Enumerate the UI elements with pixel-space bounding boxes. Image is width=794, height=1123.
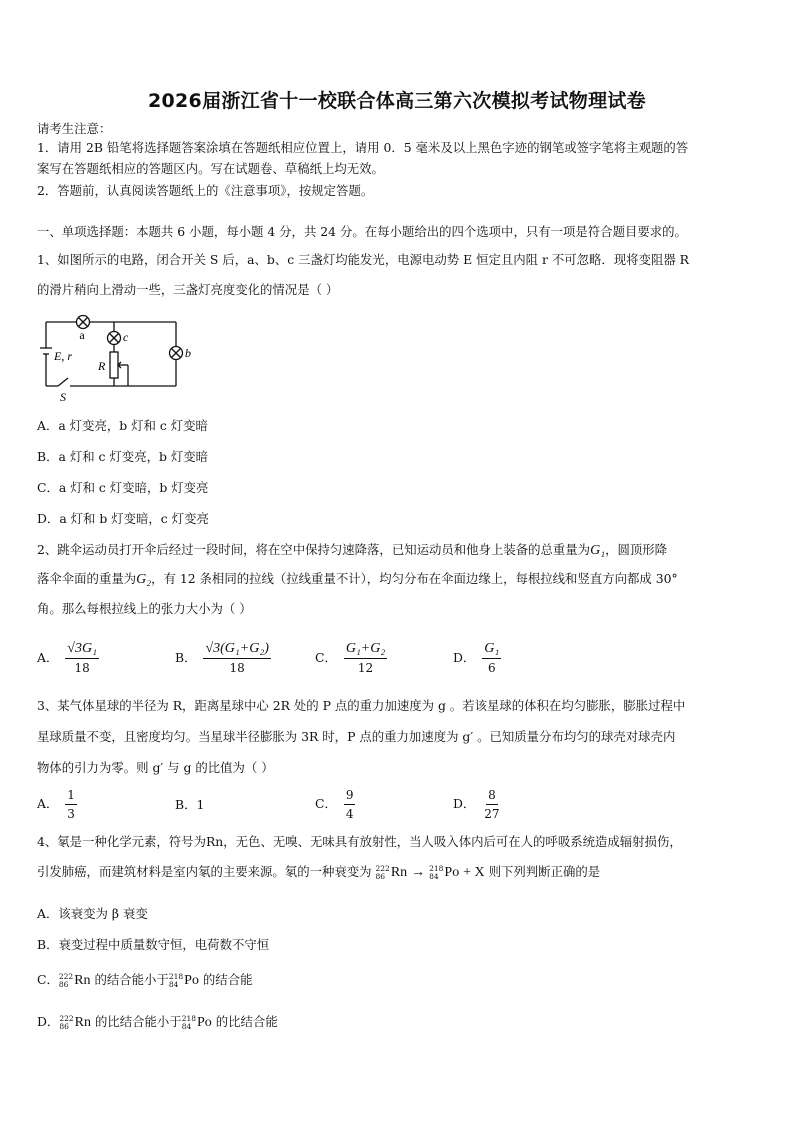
q2-option-d — [453, 640, 504, 677]
option-label: D． — [37, 1014, 60, 1029]
option-text: 的结合能 — [202, 972, 253, 987]
arrow-icon: → — [411, 865, 426, 880]
q4-option-b: B．衰变过程中质量数守恒，电荷数不守恒 — [37, 937, 270, 952]
po-isotope-numbers — [182, 1015, 196, 1031]
q3-option-b: B．1 — [175, 797, 205, 812]
mass-number: 222 — [59, 1013, 74, 1023]
label-r: R — [98, 359, 106, 373]
fraction-numerator: 9 — [344, 786, 356, 805]
notice-heading: 请考生注意： — [37, 121, 112, 136]
q4-text-2a: 引发肺癌，而建筑材料是室内氡的主要来源。氡的一种衰变为 — [37, 864, 372, 879]
label-c: c — [123, 330, 129, 344]
q3-option-c — [315, 786, 358, 823]
option-label: C． — [37, 972, 59, 987]
q2-option-a — [37, 640, 102, 677]
q1-stem-line-2: 的滑片稍向上滑动一些，三盏灯亮度变化的情况是（ ） — [37, 282, 339, 297]
mass-number: 222 — [58, 971, 74, 981]
fraction-numerator: √3(G₁+G₂) — [203, 640, 270, 659]
q2-stem-line-2 — [37, 571, 678, 588]
label-er: E, r — [54, 349, 72, 363]
fraction-numerator: G₁+G₂ — [344, 640, 387, 659]
fraction-denominator: 12 — [357, 661, 374, 675]
q4-option-c — [37, 972, 252, 989]
mass-number: 218 — [429, 863, 444, 873]
option-label: C． — [315, 650, 337, 665]
option-label: A． — [37, 796, 59, 811]
fraction-numerator: 8 — [486, 786, 498, 805]
fraction-denominator: 4 — [345, 807, 354, 821]
q1-option-d: D．a 灯和 b 灯变暗，c 灯变亮 — [37, 511, 209, 526]
circuit-diagram — [36, 312, 196, 404]
mass-number: 218 — [168, 971, 184, 981]
fraction-denominator: 18 — [74, 661, 90, 675]
option-text: 的比结合能 — [215, 1014, 278, 1029]
atomic-number: 84 — [429, 871, 439, 881]
section-heading: 一、单项选择题：本题共 6 小题，每小题 4 分，共 24 分。在每小题给出的四个选项中，只有一项是符合题目要求的。 — [37, 224, 687, 239]
q3-stem-line-1: 3、某气体星球的半径为 R，距离星球中心 2R 处的 P 点的重力加速度为 g 。若该星球的体积在均匀膨胀，膨胀过程中 — [37, 698, 686, 713]
fraction-denominator: 18 — [229, 661, 245, 675]
option-label: A． — [37, 650, 59, 665]
po-isotope-numbers — [169, 973, 183, 989]
po-symbol: Po — [444, 865, 460, 880]
fraction-numerator: √3G₁ — [65, 640, 99, 659]
atomic-number: 86 — [58, 979, 69, 989]
option-label: B． — [175, 650, 197, 665]
q3-stem-line-3: 物体的引力为零。则 g′ 与 g 的比值为（ ） — [37, 760, 274, 775]
q2-text-2b: ，有 12 条相同的拉线（拉线重量不计），均匀分布在伞面边缘上，每根拉线和竖直方向都成 30° — [151, 571, 678, 586]
notice-item-2: 2．答题前，认真阅读答题纸上的《注意事项》，按规定答题。 — [37, 183, 374, 198]
q3-stem-line-2: 星球质量不变，且密度均匀。当星球半径膨胀为 3R 时，P 点的重力加速度为 g′ 。已知质量分布均匀的球壳对球壳内 — [37, 729, 676, 744]
option-text: 的结合能小于 — [94, 972, 169, 987]
po-symbol: Po — [184, 973, 199, 988]
atomic-number: 84 — [181, 1021, 192, 1031]
po-isotope-numbers — [429, 865, 443, 881]
q1-option-a: A．a 灯变亮，b 灯和 c 灯变暗 — [37, 418, 208, 433]
q4-stem-line-2 — [37, 864, 600, 881]
q4-text-2b: 则下列判断正确的是 — [488, 864, 601, 879]
fraction-denominator: 27 — [484, 807, 500, 821]
atomic-number: 86 — [375, 871, 386, 881]
rn-symbol: Rn — [390, 865, 408, 880]
q2-option-b — [175, 640, 274, 677]
q2-stem-line-1 — [37, 542, 667, 559]
option-label: D． — [453, 796, 476, 811]
q1-option-c: C．a 灯和 c 灯变暗，b 灯变亮 — [37, 480, 209, 495]
fraction-denominator: 3 — [67, 807, 75, 821]
rn-isotope-numbers — [59, 973, 73, 989]
g2-symbol: G₂ — [136, 572, 152, 587]
option-label: D． — [453, 650, 476, 665]
page-title: 2026届浙江省十一校联合体高三第六次模拟考试物理试卷 — [148, 90, 646, 112]
q1-option-b: B．a 灯和 c 灯变亮，b 灯变暗 — [37, 449, 209, 464]
label-s: S — [60, 390, 66, 404]
rn-isotope-numbers — [376, 865, 390, 881]
atomic-number: 84 — [168, 979, 179, 989]
po-symbol: Po — [197, 1015, 212, 1030]
q2-option-c — [315, 640, 390, 677]
q4-option-d — [37, 1014, 278, 1031]
q1-stem-line-1: 1、如图所示的电路，闭合开关 S 后，a、b、c 三盏灯均能发光，电源电动势 E 恒定且内阻 r 不可忽略．现将变阻器 R — [37, 252, 690, 267]
g1-symbol: G₁ — [590, 543, 606, 558]
rn-symbol: Rn — [74, 973, 91, 988]
q2-text-1b: ，圆顶形降 — [605, 542, 668, 557]
q3-option-d — [453, 786, 505, 823]
q3-option-a — [37, 786, 80, 823]
rn-symbol: Rn — [74, 1015, 91, 1030]
q2-text-2a: 落伞伞面的重量为 — [37, 571, 137, 586]
mass-number: 222 — [375, 863, 390, 873]
label-a: a — [79, 328, 85, 342]
fraction-numerator: 1 — [65, 786, 77, 805]
q2-stem-line-3: 角。那么每根拉线上的张力大小为（ ） — [37, 601, 252, 616]
rn-isotope-numbers — [59, 1015, 73, 1031]
q4-stem-line-1: 4、氡是一种化学元素，符号为Rn，无色、无嗅、无味具有放射性，当人吸入体内后可在人的呼吸系统造成辐射损伤， — [37, 834, 682, 849]
notice-item-1-line-1: 1．请用 2B 铅笔将选择题答案涂填在答题纸相应位置上，请用 0．5 毫米及以上黑色字迹的钢笔或签字笔将主观题的答 — [37, 140, 689, 155]
mass-number: 218 — [181, 1013, 197, 1023]
fraction-denominator: 6 — [487, 661, 496, 675]
q4-option-a: A．该衰变为 β 衰变 — [37, 906, 148, 921]
option-label: C． — [315, 796, 337, 811]
atomic-number: 86 — [59, 1021, 69, 1031]
option-text: 的比结合能小于 — [94, 1014, 182, 1029]
label-b: b — [185, 346, 191, 360]
x-particle: + X — [463, 865, 485, 880]
notice-item-1-line-2: 案写在答题纸相应的答题区内。写在试题卷、草稿纸上均无效。 — [37, 161, 384, 176]
fraction-numerator: G₁ — [482, 640, 501, 659]
q2-text-1a: 2、跳伞运动员打开伞后经过一段时间，将在空中保持匀速降落，已知运动员和他身上装备的总重量为 — [37, 542, 591, 557]
